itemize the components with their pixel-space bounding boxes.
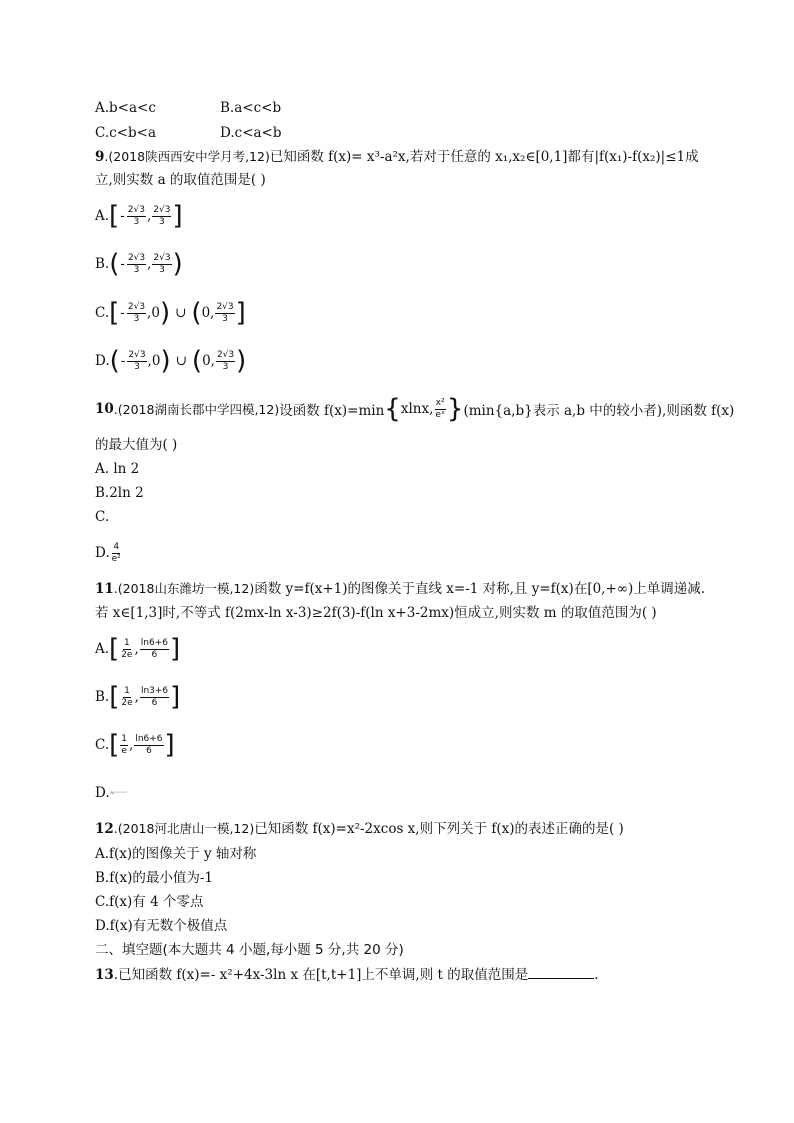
q8-option-c: C.c<b<a — [95, 125, 157, 141]
q11-option-b: B. [ $\frac{1}{2e}$ , $\frac{\ln 3+6}{6}$ ] — [95, 682, 181, 712]
option-label: B. — [95, 256, 110, 272]
q12-source: .(2018河北唐山一模,12) — [113, 821, 255, 836]
answer-blank — [528, 965, 594, 979]
q9-stem-line2: 立,则实数 a 的取值范围是( ) — [95, 172, 266, 188]
q13-text: .已知函数 f(x)=- x²+4x-3ln x 在[t,t+1]上不单调,则 t 的取值范围是 — [113, 967, 529, 983]
q12-text: 已知函数 f(x)=x²-2xcos x,则下列关于 f(x)的表述正确的是( ) — [254, 821, 624, 837]
q11-option-a: A. [ $\frac{1}{2e}$ , $\frac{\ln 6+6}{6}$ ] — [95, 634, 181, 664]
fraction: $\frac{2√3}{3}$ — [153, 204, 171, 227]
q9-stem-line1 — [95, 148, 699, 166]
zero: 0, — [201, 305, 215, 321]
option-label: A. — [95, 208, 110, 224]
q10-option-a: A. ln 2 — [95, 461, 140, 477]
q9-source: .(2018陕西西安中学月考,12) — [104, 149, 270, 164]
option-label: B. — [95, 689, 110, 705]
minus-sign: - — [120, 305, 125, 321]
fraction: $\frac{1}{2e}$ — [121, 637, 133, 660]
q11-option-c: C. [ $\frac{1}{e}$ , $\frac{\ln 6+6}{6}$ ] — [95, 730, 175, 760]
zero: 0, — [202, 353, 215, 369]
minus-sign: - — [120, 208, 125, 224]
q9-option-b: B. ( - $\frac{2√3}{3}$ , $\frac{2√3}{3}$ ) — [95, 249, 183, 279]
fraction: $\frac{\ln 6+6}{6}$ — [140, 637, 168, 660]
q9-number: 9 — [95, 149, 105, 165]
fraction: $\frac{2√3}{3}$ — [216, 349, 235, 372]
q9-option-d: D. ( - $\frac{2√3}{3}$ , 0 ) ∪ ( 0, $\frac{2√3}{3}$ ) — [95, 346, 247, 376]
q10-stem-line2: 的最大值为( ) — [95, 437, 178, 453]
q8-option-a: A.b<a<c — [95, 100, 156, 116]
q10-text-b: (min{a,b}表示 a,b 中的较小者),则函数 f(x) — [463, 403, 735, 419]
q11-option-d — [95, 784, 127, 803]
q13-number: 13 — [95, 967, 114, 983]
q10-option-d — [95, 536, 123, 570]
q10-text-a: 设函数 f(x)=min — [279, 403, 385, 419]
minus-sign: - — [120, 353, 126, 369]
fraction: $\frac{\text{x²}}{\text{eˣ}}$ — [435, 397, 445, 420]
fraction: $\frac{2√3}{3}$ — [128, 349, 146, 372]
section-heading: 二、填空题(本大题共 4 小题,每小题 5 分,共 20 分) — [95, 942, 404, 958]
q9-text1: 已知函数 f(x)= x³-a²x,若对于任意的 x₁,x₂∈[0,1]都有|f(x₁)-f(x₂)|≤1成 — [269, 149, 699, 165]
option-label: C. — [95, 305, 110, 321]
zero: 0 — [151, 353, 161, 369]
q13-period: . — [594, 967, 599, 983]
q13-stem — [95, 965, 599, 984]
fraction: $\frac{2√3}{3}$ — [127, 252, 146, 275]
fraction: $\frac{\ln 3+6}{6}$ — [140, 685, 169, 708]
fraction: $\frac{2√3}{3}$ — [127, 301, 146, 324]
q10-number: 10 — [95, 401, 114, 417]
q10-stem-line1: 10 .(2018湖南长郡中学四模,12) 设函数 f(x)=min { xlnx, $\frac{\text{x²}}{\text{eˣ}}$ } (min{a,b}表示 a,b 中的较小者),则函数 f(x) — [95, 394, 735, 424]
zero: 0 — [151, 305, 160, 321]
q12-option-a: A.f(x)的图像关于 y 轴对称 — [95, 846, 257, 862]
fraction: $\frac{2√3}{3}$ — [153, 252, 171, 275]
option-label: D. — [95, 785, 110, 801]
fraction: $\frac{1}{2e}$ — [121, 685, 133, 708]
option-label: D. — [95, 545, 110, 561]
q12-stem — [95, 820, 624, 838]
q11-text1: 函数 y=f(x+1)的图像关于直线 x=-1 对称,且 y=f(x)在[0,+∞)上单调递减. — [254, 581, 706, 597]
fraction: $\frac{2√3}{3}$ — [216, 301, 234, 324]
minus-sign: - — [120, 256, 125, 272]
option-label: D. — [95, 353, 110, 369]
option-label: A. — [95, 641, 110, 657]
q9-option-c: C. [ - $\frac{2√3}{3}$ , 0 ) ∪ ( 0, $\frac{2√3}{3}$ ] — [95, 298, 246, 328]
q8-option-b: B.a<c<b — [220, 100, 282, 116]
q11-source: .(2018山东潍坊一模,12) — [113, 581, 255, 596]
q11-stem-line2: 若 x∈[1,3]时,不等式 f(2mx-ln x-3)≥2f(3)-f(ln x+3-2mx)恒成立,则实数 m 的取值范围为( ) — [95, 605, 657, 621]
fraction: $\frac{1}{e}$ — [121, 733, 128, 756]
q10-source: .(2018湖南长郡中学四模,12) — [113, 402, 280, 417]
union-symbol: ∪ — [175, 305, 187, 321]
q10-inner: xlnx, — [400, 401, 434, 417]
q11-number: 11 — [95, 581, 114, 597]
q12-option-c: C.f(x)有 4 个零点 — [95, 894, 204, 910]
q12-option-b: B.f(x)的最小值为-1 — [95, 870, 214, 886]
q11-stem-line1 — [95, 580, 705, 598]
q12-number: 12 — [95, 821, 114, 837]
union-symbol: ∪ — [175, 353, 187, 369]
fraction: $\frac{\ln 6+6}{6}$ — [135, 733, 163, 756]
fraction: $\frac{4}{\text{e²}}$ — [111, 541, 121, 564]
q12-option-d: D.f(x)有无数个极值点 — [95, 918, 228, 934]
option-label: C. — [95, 737, 110, 753]
q8-option-d: D.c<a<b — [220, 125, 282, 141]
q11-option-d-residue: ≈········· — [109, 789, 127, 797]
fraction: $\frac{2√3}{3}$ — [127, 204, 145, 227]
q10-option-c: C. — [95, 509, 110, 525]
q10-option-b: B.2ln 2 — [95, 485, 144, 501]
q9-option-a: A. [ - $\frac{2√3}{3}$ , $\frac{2√3}{3}$ ] — [95, 201, 183, 231]
